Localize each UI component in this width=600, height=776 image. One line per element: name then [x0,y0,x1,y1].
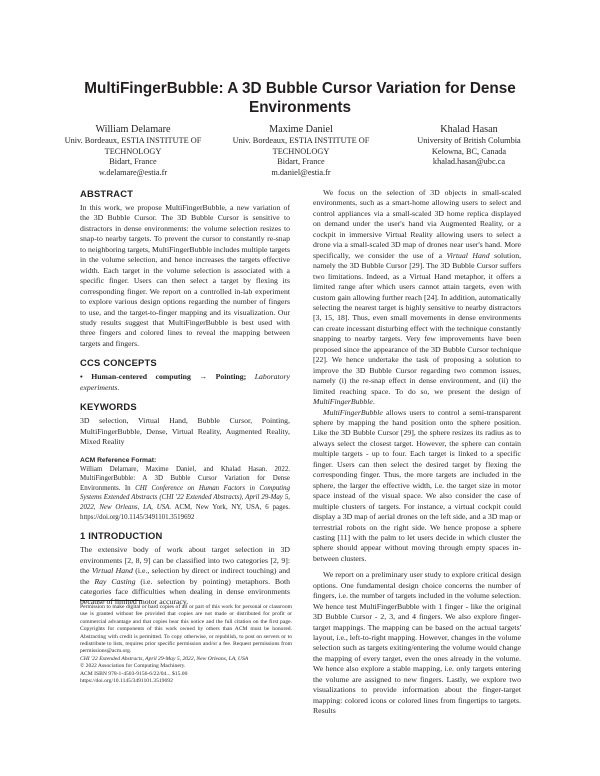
author-email[interactable]: m.daniel@estia.fr [271,167,331,177]
acm-reference-text [80,465,290,523]
ccs-tail: Laboratory experiments. [80,372,291,392]
text-run: . [372,397,375,407]
abstract-section [80,188,290,349]
author-location: Bidart, France [109,157,157,167]
acm-reference-heading: ACM Reference Format: [80,456,157,464]
left-column [80,188,290,616]
permission-text: Permission to make digital or hard copies of all or part of this work for personal or classroom use is granted without fee provided that copies are not made or distributed for profit or commercial advantage and that copies bear this notice and the full citation on the first page. Copyrights for components of this work owned by others than ACM must be honored. Abstracting with credit is permitted. To copy otherwise, or republish, to post on servers or to redistribute to lists, requires prior specific permission and/or a fee. Request permissions from permissions@acm.org. [80,604,292,655]
author-name: Maxime Daniel [269,124,333,135]
text-run: allows users to control a semi-transparent sphere by mapping the hand position onto the sphere position. Like the 3D Bubble Cursor [29], the sphere resizes its radius as to always select the closest target. However, the sphere can contain multiple targets - up to four. Each target is linked to a specific finger. Users can then select the desired target by flexing the corresponding finger. Thus, the more targets are included in the sphere, the larger the effective width, i.e. the target size in motor space instead of the visual space. We also consider the case of multiple clusters of targets. For instance, a virtual cockpit could display a 3D map of aerial drones on the left side, and a 3D map or terrestrial robots on the right side. We hence propose a sphere casting [11] with the palm to let users decide in which cluster the sphere should appear without moving through empty spaces in-between clusters. [313,407,521,563]
ccs-bullet: • Human-centered computing → Pointing; [80,372,247,382]
text-run-italic: Virtual Hand [91,566,133,576]
isbn-line: ACM ISBN 978-1-4503-9156-6/22/04... $15.00 [80,670,188,677]
acm-reference-section [80,456,290,523]
keywords-section [80,401,290,447]
introduction-text [80,545,290,608]
author-1 [58,124,208,178]
author-email[interactable]: w.delamare@estia.fr [98,167,168,177]
author-affiliation: Univ. Bordeaux, ESTIA INSTITUTE OF TECHNOLOGY [232,136,370,156]
text-run: (i.e., selection by direct or indirect touching) and the [80,566,291,586]
right-paragraph-2 [313,408,521,565]
author-location: Kelowna, BC, Canada [431,146,507,156]
text-run: We focus on the selection of 3D objects in small-scaled environments, such as a smart-home allowing users to select and control appliances via a small-scaled 3D home replica displayed on demand under the user's hand via Augmented Reality, or a cockpit in immersive Virtual Reality allowing users to select a drone via a small-scaled 3D map of drones near user's hand. More specifically, we consider the use of a [313,188,521,260]
author-name: William Delamare [95,124,171,135]
abstract-heading: ABSTRACT [80,188,134,199]
text-run: The extensive body of work about target selection in 3D environments [2, 8, 9] can be classified into two categories [2, 9]: the [80,545,290,576]
author-3 [394,124,544,178]
text-run-italic: MultiFingerBubble [323,407,383,417]
doi-link[interactable]: https://doi.org/10.1145/3491101.3519692 [80,678,173,685]
introduction-section [80,530,290,608]
author-email[interactable]: khalad.hasan@ubc.ca [432,157,506,167]
author-name: Khalad Hasan [440,124,498,135]
acm-reference-part: William Delamare, Maxime Daniel, and Khalad Hasan. 2022. MultiFingerBubble: A 3D Bubble Cursor Variation for Dense Environments. In [80,465,290,492]
text-run-italic: MultiFingerBubble [313,397,373,407]
acm-reference-venue: CHI Conference on Human Factors in Computing Systems Extended Abstracts (CHI '22 Extended Abstracts), April 29-May 5, 2022, New Orleans, LA, USA. [80,484,291,511]
right-paragraph-1 [313,188,521,408]
author-block [58,124,544,178]
ccs-heading: CCS CONCEPTS [80,357,157,369]
acm-reference-doi[interactable]: ACM, New York, NY, USA, 6 pages. https://doi.org/10.1145/3491101.3519692 [80,503,290,521]
author-2 [221,124,381,178]
paper-title: MultiFingerBubble: A 3D Bubble Cursor Variation for Dense Environments [84,80,516,116]
introduction-heading: 1 INTRODUCTION [80,530,163,542]
abstract-text: In this work, we propose MultiFingerBubble, a new variation of the 3D Bubble Cursor. The 3D Bubble Cursor is sensitive to distractors in dense environments: the volume selection resizes to snap-to nearby targets. To prevent the cursor to constantly re-snap to neighboring targets, MultiFingerBubble includes multiple targets in the volume selection, and hence increases the targets effective width. Each target in the volume selection is associated with a specific finger. Users can then select a target by flexing its corresponding finger. We report on a controlled in-lab experiment to explore various design options regarding the number of fingers to use, and the target-to-finger mapping and its visualization. Our study results suggest that MultiFingerBubble is best used with three fingers and colored lines to reveal the mapping between targets and fingers. [80,203,290,348]
text-run: (i.e. selection by pointing) metaphors. Both categories face difficulties when dealing in dense environments because of limited motor accuracy. [80,576,290,607]
author-affiliation: University of British Columbia [417,136,521,145]
conference-line: CHI '22 Extended Abstracts, April 29-May 5, 2022, New Orleans, LA, USA [80,655,249,662]
ccs-section [80,357,290,393]
right-paragraph-3: We report on a preliminary user study to explore critical design options. One fundamental design choice concerns the number of fingers, i.e. the number of targets included in the volume selection. We hence test MultiFingerBubble with 1 finger - like the original 3D Bubble Cursor - 2, 3, and 4 fingers. We also explore finger-target mappings. The mapping can be based on the actual targets' layout, i.e., left-to-right mapping. However, changes in the volume selection such as targets exiting/entering the volume would change the mapping of every target, even the ones already in the volume. We hence also explore a stable mapping, i.e. only targets entering the volume are assigned to new fingers. Lastly, we explore two visualizations to provide information about the finger-target mapping: colored icons or colored lines from fingertips to targets. Results [313,570,521,716]
author-location: Bidart, France [277,157,325,167]
permission-footnote [80,604,292,685]
ccs-text [80,372,290,393]
author-affiliation: Univ. Bordeaux, ESTIA INSTITUTE OF TECHNOLOGY [64,136,202,156]
right-column [313,188,521,717]
keywords-text: 3D selection, Virtual Hand, Bubble Cursor, Pointing, MultiFingerBubble, Dense, Virtual Reality, Augmented Reality, Mixed Reality [80,416,290,447]
keywords-heading: KEYWORDS [80,401,137,413]
text-run-italic: Ray Casting [94,576,136,586]
text-run-italic: Virtual Hand [446,250,490,260]
copyright-line: © 2022 Association for Computing Machinery. [80,663,186,670]
footnote-divider [80,600,142,601]
text-run: solution, namely the 3D Bubble Cursor [29]. The 3D Bubble Cursor suffers two limitations. Indeed, as a Virtual Hand metaphor, it offers a limited range after which users cannot attain targets, even with custom gain allowing further reach [24]. In addition, automatically selecting the nearest target is highly sensitive to nearby distractors [3, 15, 18]. Thus, even small movements in dense environments can create incessant disturbing effect with the technique constantly snapping to nearby targets. Very few improvements have been proposed since the appearance of the 3D Bubble Cursor technique [22]. We hence undertake the task of proposing a solution to improve the 3D Bubble Cursor regarding two common issues, namely (i) the re-snap effect in dense environment, and (ii) the limited reaching space. To do so, we present the design of [313,250,522,396]
